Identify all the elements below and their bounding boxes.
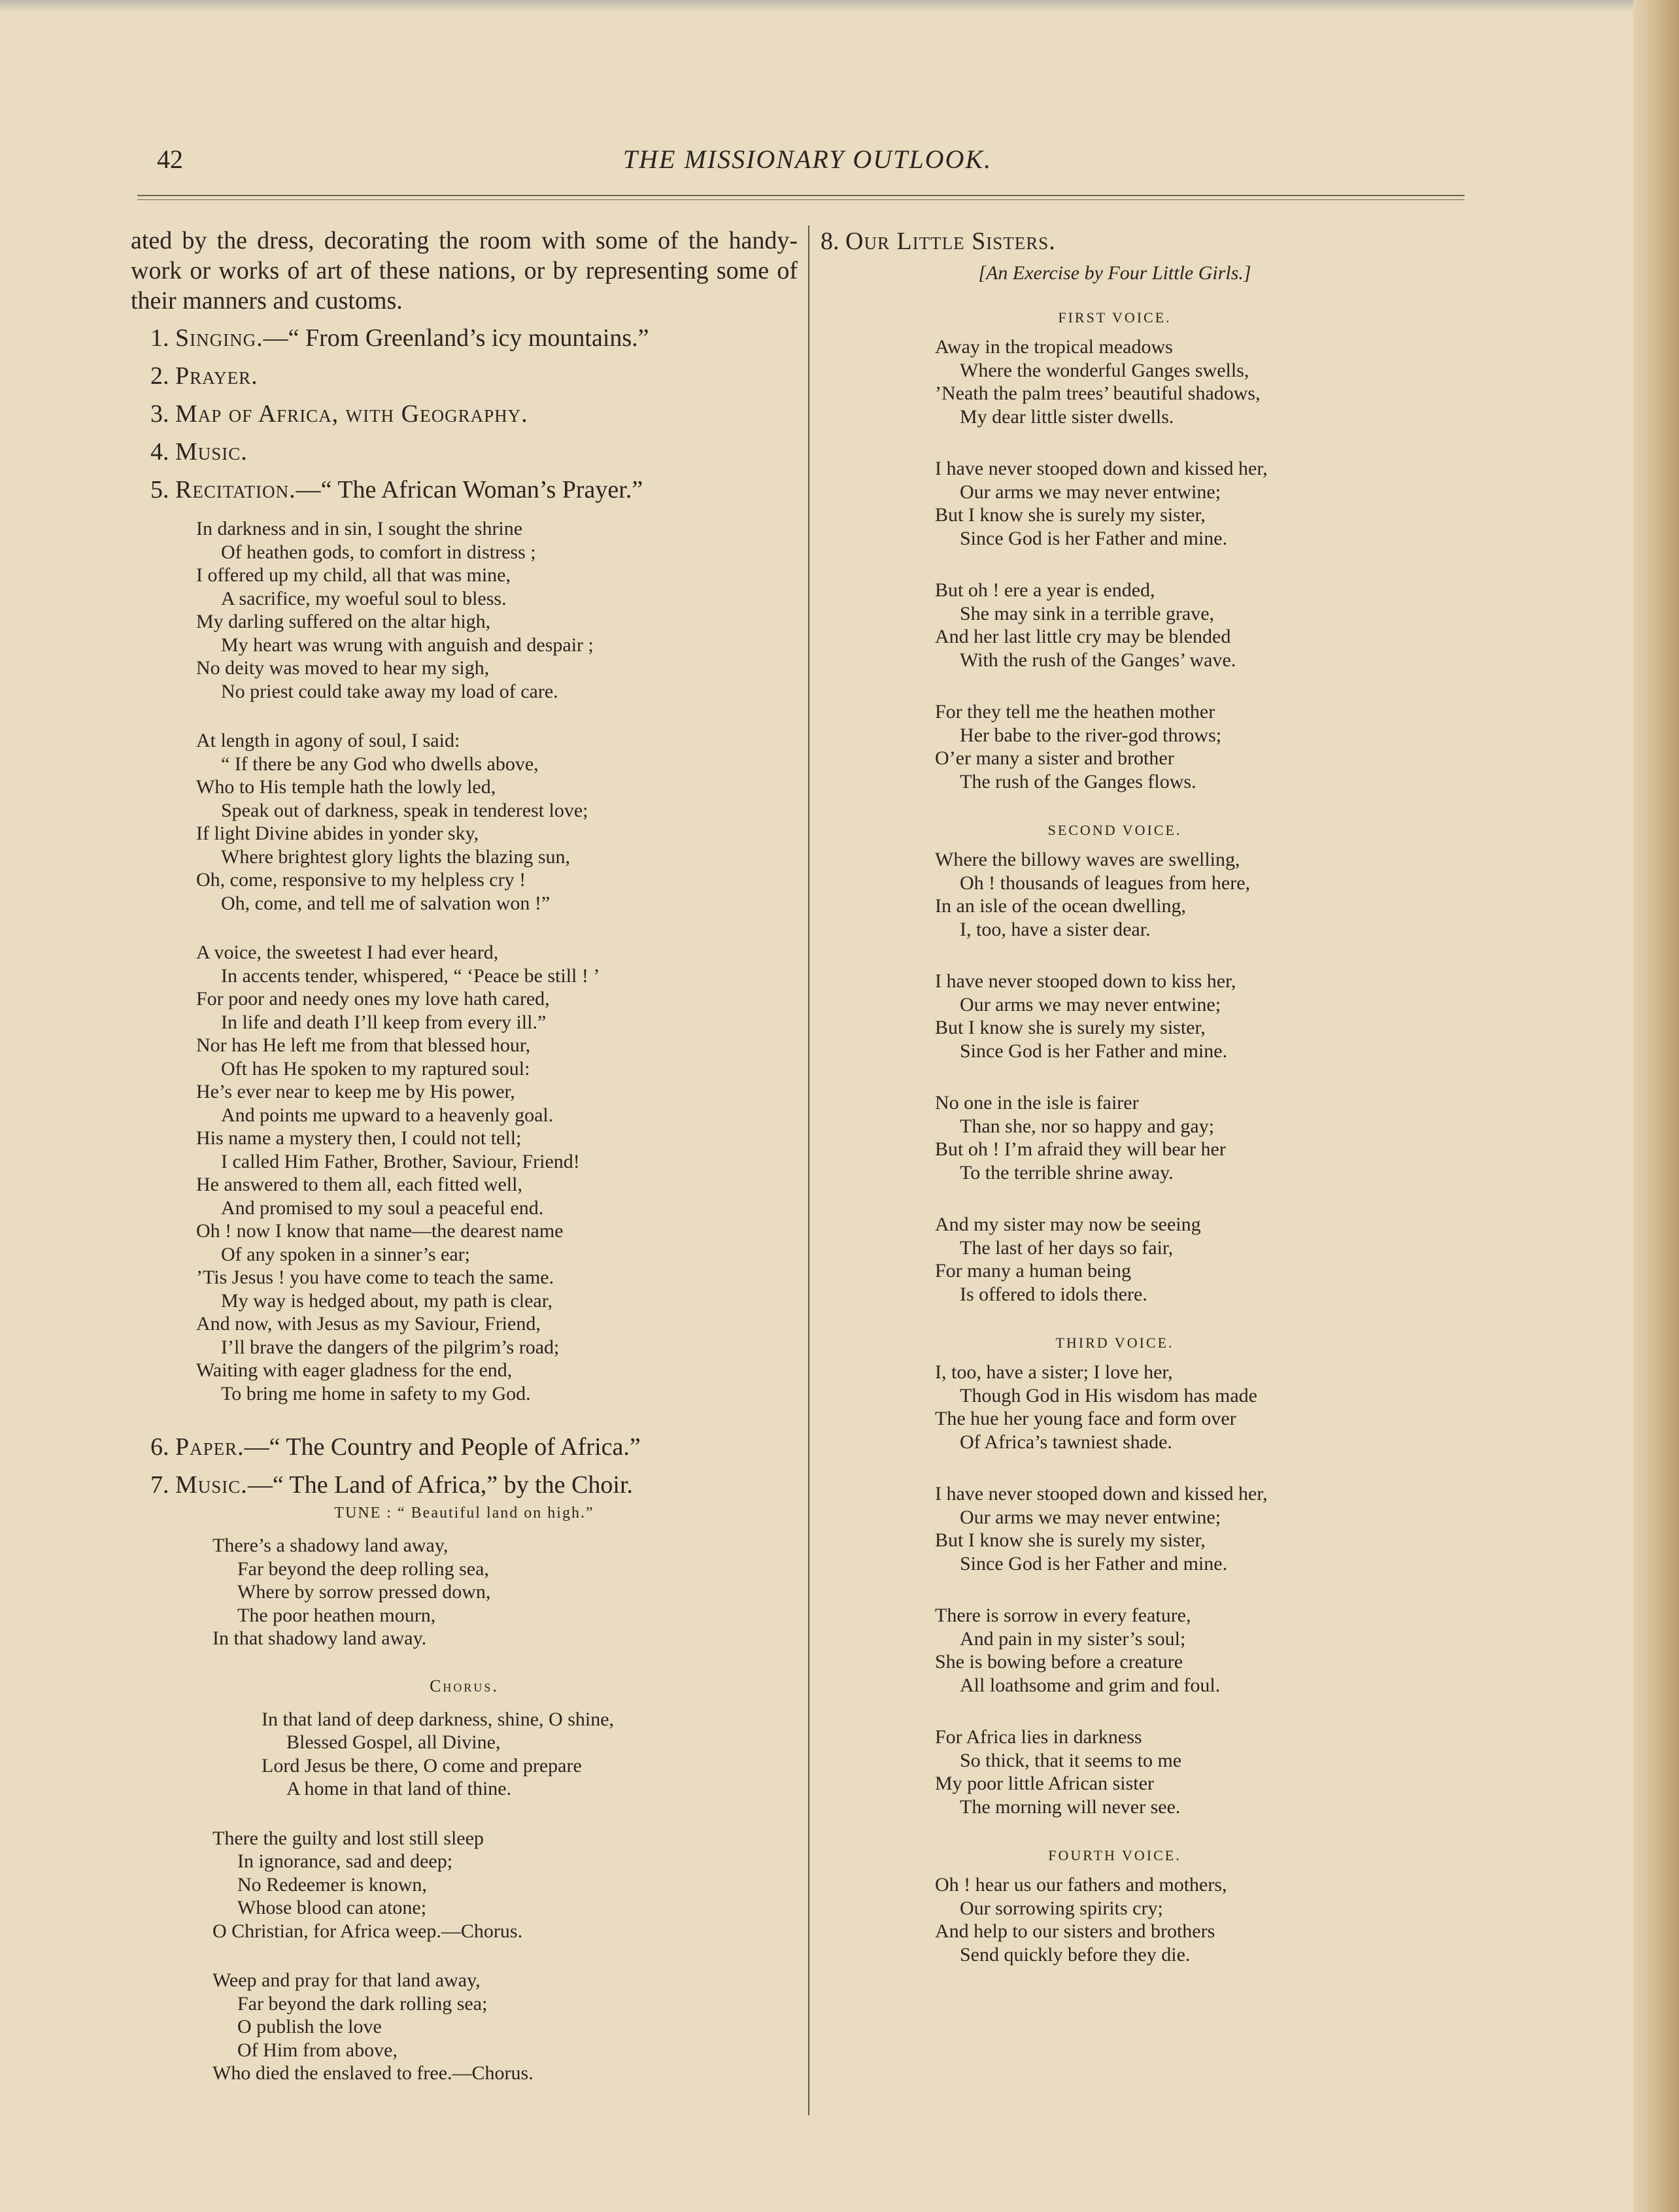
poem-line: But oh ! ere a year is ended, [935, 579, 1155, 601]
first-voice [821, 335, 1409, 793]
poem-line: O’er many a sister and brother [935, 747, 1174, 769]
poem-line: In an isle of the ocean dwelling, [935, 895, 1187, 917]
poem-line: If light Divine abides in yonder sky, [196, 823, 479, 844]
song-stanza-2 [212, 1827, 798, 1943]
program-item-number: 4. [150, 438, 169, 466]
second-voice-heading: SECOND VOICE. [1047, 822, 1182, 838]
column-rule [808, 226, 809, 2115]
program-item [150, 360, 798, 392]
program-item [150, 436, 798, 468]
poem-line: Oh ! thousands of leagues from here, [960, 872, 1251, 894]
first-voice-heading: FIRST VOICE. [1058, 309, 1172, 326]
poem-line: A sacrifice, my woeful soul to bless. [221, 587, 507, 609]
program-list [131, 322, 798, 505]
poem-line: Oft has He spoken to my raptured soul: [221, 1057, 530, 1080]
poem-line: He answered to them all, each fitted well, [196, 1174, 522, 1195]
poem-line: Blessed Gospel, all Divine, [286, 1731, 501, 1753]
poem-line: The poor heathen mourn, [237, 1604, 436, 1626]
poem-line: There the guilty and lost still sleep [212, 1827, 484, 1849]
poem-line: Where the wonderful Ganges swells, [960, 359, 1249, 381]
poem-line: I, too, have a sister; I love her, [935, 1361, 1173, 1383]
recitation-stanza-1 [196, 517, 798, 703]
poem-line: In that shadowy land away. [212, 1627, 427, 1649]
poem-line: Where brightest glory lights the blazing sun, [221, 845, 571, 868]
poem-line: Of Africa’s tawniest shade. [960, 1431, 1172, 1453]
poem-line: ’Tis Jesus ! you have come to teach the same. [196, 1267, 554, 1288]
poem-line: And points me upward to a heavenly goal. [221, 1104, 554, 1126]
poem-line: To bring me home in safety to my God. [221, 1382, 531, 1404]
poem-line: And promised to my soul a peaceful end. [221, 1197, 544, 1219]
exercise-title-text: Our Little Sisters. [845, 228, 1056, 255]
poem-line: “ If there be any God who dwells above, [221, 753, 539, 775]
poem-line: In accents tender, whispered, “ ‘Peace be still ! ’ [221, 964, 600, 987]
poem-line: Nor has He left me from that blessed hour, [196, 1034, 531, 1056]
poem-line: My poor little African sister [935, 1773, 1154, 1794]
poem-line: I have never stooped down and kissed her, [935, 1483, 1268, 1505]
poem-line: Oh ! now I know that name—the dearest name [196, 1220, 564, 1242]
poem-line: My heart was wrung with anguish and despair ; [221, 634, 594, 656]
chorus-heading: Chorus. [430, 1676, 499, 1695]
program-list-continued [131, 1431, 798, 1501]
tune-line: TUNE : “ Beautiful land on high.” [334, 1505, 594, 1522]
poem-line: The last of her days so fair, [960, 1236, 1174, 1259]
right-column [821, 226, 1409, 1995]
poem-line: My dear little sister dwells. [960, 405, 1174, 428]
stanza [935, 457, 1409, 550]
recitation-stanza-3 [196, 941, 798, 1405]
poem-line: She may sink in a terrible grave, [960, 602, 1215, 624]
poem-line: My way is hedged about, my path is clear, [221, 1289, 553, 1312]
stanza [935, 700, 1409, 793]
poem-line: Our arms we may never entwine; [960, 1506, 1221, 1528]
poem-line: Since God is her Father and mine. [960, 1040, 1228, 1062]
poem-line: Our arms we may never entwine; [960, 993, 1221, 1015]
page-header [157, 139, 1458, 184]
program-item [150, 322, 798, 354]
journal-title: THE MISSIONARY OUTLOOK. [622, 145, 992, 174]
poem-line: The rush of the Ganges flows. [960, 770, 1196, 792]
poem-line: And my sister may now be seeing [935, 1214, 1201, 1235]
poem-line: His name a mystery then, I could not tell; [196, 1127, 522, 1149]
poem-line: I, too, have a sister dear. [960, 918, 1151, 940]
left-column [131, 226, 798, 2111]
poem-line: Send quickly before they die. [960, 1943, 1191, 1965]
poem-line: Where the billowy waves are swelling, [935, 849, 1240, 870]
poem-line: She is bowing before a creature [935, 1651, 1183, 1673]
poem-line: Our sorrowing spirits cry; [960, 1897, 1163, 1919]
program-item [150, 1469, 798, 1501]
stanza [935, 579, 1409, 672]
poem-line: Whose blood can atone; [237, 1897, 427, 1918]
program-item [150, 1431, 798, 1463]
song-stanza-1 [212, 1534, 798, 1650]
exercise-title [821, 226, 1409, 257]
fourth-voice [821, 1873, 1409, 1966]
poem-line: With the rush of the Ganges’ wave. [960, 649, 1236, 671]
poem-line: Lord Jesus be there, O come and prepare [262, 1754, 582, 1777]
poem-line: But I know she is surely my sister, [935, 1529, 1206, 1551]
poem-line: And help to our sisters and brothers [935, 1920, 1215, 1942]
poem-line: For poor and needy ones my love hath cared, [196, 988, 550, 1010]
song-stanza-3 [212, 1969, 798, 2085]
program-item [150, 398, 798, 430]
program-item-number: 7. [150, 1471, 169, 1499]
poem-line: There’s a shadowy land away, [212, 1535, 449, 1556]
poem-line: Far beyond the deep rolling sea, [237, 1557, 489, 1580]
poem-line: I offered up my child, all that was mine, [196, 564, 511, 586]
stanza [935, 1482, 1409, 1575]
poem-line: Who died the enslaved to free.—Chorus. [212, 2062, 534, 2084]
poem-line: I have never stooped down and kissed her, [935, 458, 1268, 479]
poem-line: No priest could take away my load of care. [221, 680, 558, 702]
poem-line: No deity was moved to hear my sigh, [196, 657, 490, 679]
poem-line: No Redeemer is known, [237, 1873, 427, 1896]
poem-line: Since God is her Father and mine. [960, 1552, 1228, 1574]
poem-line: Of heathen gods, to comfort in distress ; [221, 541, 536, 563]
program-item-text: —“ The African Woman’s Prayer.” [296, 476, 643, 503]
poem-line: Her babe to the river-god throws; [960, 724, 1222, 746]
poem-line: And pain in my sister’s soul; [960, 1627, 1186, 1650]
poem-line: Where by sorrow pressed down, [237, 1581, 491, 1603]
poem-line: I’ll brave the dangers of the pilgrim’s road; [221, 1336, 560, 1358]
page-right-edge [1633, 0, 1679, 2212]
program-item-label: Singing. [175, 324, 263, 352]
poem-line: For Africa lies in darkness [935, 1726, 1142, 1748]
stanza [935, 1091, 1409, 1184]
second-voice [821, 848, 1409, 1306]
program-item-label: Paper. [175, 1433, 245, 1461]
poem-line: There is sorrow in every feature, [935, 1605, 1191, 1626]
poem-line: Far beyond the dark rolling sea; [237, 1992, 488, 2015]
poem-line: My darling suffered on the altar high, [196, 611, 491, 632]
poem-line: Oh, come, responsive to my helpless cry ! [196, 869, 526, 891]
stanza [935, 970, 1409, 1063]
stanza [935, 1604, 1409, 1697]
poem-line: Of Him from above, [237, 2039, 398, 2061]
program-item-text: —“ The Country and People of Africa.” [244, 1433, 641, 1461]
poem-line: Away in the tropical meadows [935, 336, 1173, 358]
poem-line: Oh, come, and tell me of salvation won !” [221, 892, 551, 914]
poem-line: Of any spoken in a sinner’s ear; [221, 1243, 471, 1265]
poem-line: Who to His temple hath the lowly led, [196, 776, 496, 798]
poem-line: He’s ever near to keep me by His power, [196, 1081, 515, 1102]
poem-line: Waiting with eager gladness for the end, [196, 1359, 513, 1381]
poem-line: But oh ! I’m afraid they will bear her [935, 1138, 1226, 1160]
poem-line: So thick, that it seems to me [960, 1749, 1182, 1771]
poem-line: The hue her young face and form over [935, 1408, 1236, 1429]
poem-line: O publish the love [237, 2016, 382, 2037]
third-voice-heading: THIRD VOICE. [1055, 1335, 1174, 1351]
stanza [935, 1726, 1409, 1818]
page-top-edge [0, 0, 1679, 12]
program-item-number: 2. [150, 362, 169, 390]
program-item-label: Prayer. [175, 362, 258, 390]
exercise-number: 8. [821, 228, 840, 255]
poem-line: Oh ! hear us our fathers and mothers, [935, 1874, 1227, 1896]
fourth-voice-heading: FOURTH VOICE. [1048, 1847, 1181, 1863]
program-item-label: Map of Africa, with Geography. [175, 400, 528, 428]
page-number: 42 [157, 145, 183, 174]
poem-line: At length in agony of soul, I said: [196, 730, 460, 751]
poem-line: The morning will never see. [960, 1795, 1181, 1818]
poem-line: In life and death I’ll keep from every ill.” [221, 1011, 547, 1033]
poem-line: But I know she is surely my sister, [935, 1017, 1206, 1038]
poem-line: Speak out of darkness, speak in tenderest love; [221, 799, 588, 821]
intro-paragraph: ated by the dress, decorating the room with some of the handy-work or works of art of these nations, or by representing some of their manners and customs. [131, 227, 798, 315]
poem-line: For many a human being [935, 1260, 1131, 1282]
poem-line: And now, with Jesus as my Saviour, Friend, [196, 1313, 541, 1335]
poem-line: Though God in His wisdom has made [960, 1384, 1257, 1406]
stanza [935, 335, 1409, 428]
poem-line: ’Neath the palm trees’ beautiful shadows, [935, 383, 1261, 404]
program-item-label: Music. [175, 1471, 248, 1499]
poem-line: O Christian, for Africa weep.—Chorus. [212, 1920, 523, 1942]
stanza [935, 1873, 1409, 1966]
exercise-subtitle: [An Exercise by Four Little Girls.] [978, 262, 1251, 284]
poem-line: To the terrible shrine away. [960, 1161, 1174, 1183]
poem-line: A home in that land of thine. [286, 1778, 512, 1799]
poem-line: All loathsome and grim and foul. [960, 1674, 1221, 1696]
header-rule [137, 195, 1465, 200]
poem-line: For they tell me the heathen mother [935, 701, 1215, 723]
poem-line: In ignorance, sad and deep; [237, 1850, 453, 1872]
program-item-text: —“ From Greenland’s icy mountains.” [263, 324, 649, 352]
recitation-stanza-2 [196, 729, 798, 915]
poem-line: No one in the isle is fairer [935, 1092, 1139, 1114]
poem-line: Than she, nor so happy and gay; [960, 1115, 1215, 1137]
program-item [150, 474, 798, 505]
poem-line: Is offered to idols there. [960, 1283, 1147, 1305]
stanza [935, 1213, 1409, 1306]
poem-line: In that land of deep darkness, shine, O shine, [262, 1708, 615, 1730]
program-item-number: 1. [150, 324, 169, 352]
poem-line: And her last little cry may be blended [935, 626, 1231, 647]
program-item-label: Music. [175, 438, 248, 466]
stanza [935, 848, 1409, 941]
poem-line: In darkness and in sin, I sought the shrine [196, 518, 523, 539]
third-voice [821, 1361, 1409, 1818]
poem-line: I called Him Father, Brother, Saviour, Friend! [221, 1150, 580, 1172]
program-item-number: 3. [150, 400, 169, 428]
chorus [262, 1708, 798, 1801]
program-item-number: 5. [150, 476, 169, 503]
program-item-text: —“ The Land of Africa,” by the Choir. [247, 1471, 633, 1499]
poem-line: Since God is her Father and mine. [960, 527, 1228, 549]
poem-line: A voice, the sweetest I had ever heard, [196, 942, 499, 963]
poem-line: I have never stooped down to kiss her, [935, 970, 1236, 992]
poem-line: Our arms we may never entwine; [960, 481, 1221, 503]
stanza [935, 1361, 1409, 1454]
program-item-number: 6. [150, 1433, 169, 1461]
poem-line: Weep and pray for that land away, [212, 1969, 481, 1991]
program-item-label: Recitation. [175, 476, 296, 503]
poem-line: But I know she is surely my sister, [935, 504, 1206, 526]
